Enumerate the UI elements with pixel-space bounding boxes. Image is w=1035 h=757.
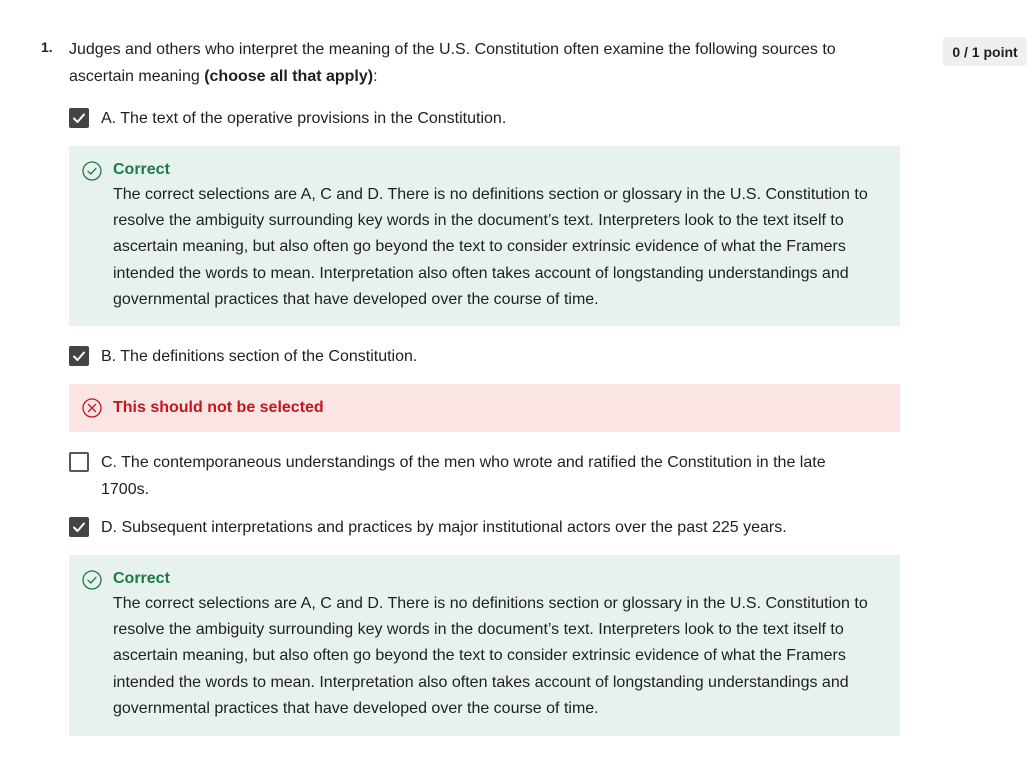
check-circle-icon <box>82 161 102 181</box>
checkbox-unchecked-icon[interactable] <box>69 452 89 472</box>
question-text-end: : <box>373 68 378 85</box>
feedback-title: This should not be selected <box>113 399 324 416</box>
feedback-title: Correct <box>113 570 170 587</box>
option-b-label: B. The definitions section of the Constitution. <box>101 348 418 365</box>
question-prompt <box>69 36 879 90</box>
option-a[interactable] <box>69 105 869 132</box>
option-c-label: C. The contemporaneous understandings of the men who wrote and ratified the Constitution in the late 1700s. <box>101 454 826 498</box>
option-d[interactable] <box>69 514 889 541</box>
option-c[interactable] <box>69 449 869 503</box>
option-b[interactable] <box>69 343 869 370</box>
score-badge: 0 / 1 point <box>943 37 1027 66</box>
option-d-label: D. Subsequent interpretations and practices by major institutional actors over the past 225 years. <box>101 519 787 536</box>
x-circle-icon <box>82 398 102 418</box>
feedback-correct-a <box>69 146 900 326</box>
option-a-label: A. The text of the operative provisions in the Constitution. <box>101 110 507 127</box>
feedback-title: Correct <box>113 161 170 178</box>
check-circle-icon <box>82 570 102 590</box>
question-instruction: (choose all that apply) <box>204 68 374 85</box>
checkbox-checked-icon[interactable] <box>69 517 89 537</box>
checkbox-checked-icon[interactable] <box>69 108 89 128</box>
question-number: 1. <box>41 39 53 55</box>
checkbox-checked-icon[interactable] <box>69 346 89 366</box>
feedback-correct-d <box>69 555 900 736</box>
feedback-incorrect-b <box>69 384 900 432</box>
question-text: Judges and others who interpret the meaning of the U.S. Constitution often examine the following sources to ascertain meaning <box>69 41 836 85</box>
feedback-explanation: The correct selections are A, C and D. There is no definitions section or glossary in the U.S. Constitution to resolve the ambiguity surrounding key words in the document’s text. Interpreters look to the text itself to ascertain meaning, but also often go beyond the text to consider extrinsic evidence of what the Framers intended the words to mean. Interpretation also often takes account of longstanding understandings and governmental practices that have developed over the course of time. <box>113 595 868 717</box>
feedback-explanation: The correct selections are A, C and D. There is no definitions section or glossary in the U.S. Constitution to resolve the ambiguity surrounding key words in the document’s text. Interpreters look to the text itself to ascertain meaning, but also often go beyond the text to consider extrinsic evidence of what the Framers intended the words to mean. Interpretation also often takes account of longstanding understandings and governmental practices that have developed over the course of time. <box>113 186 868 308</box>
